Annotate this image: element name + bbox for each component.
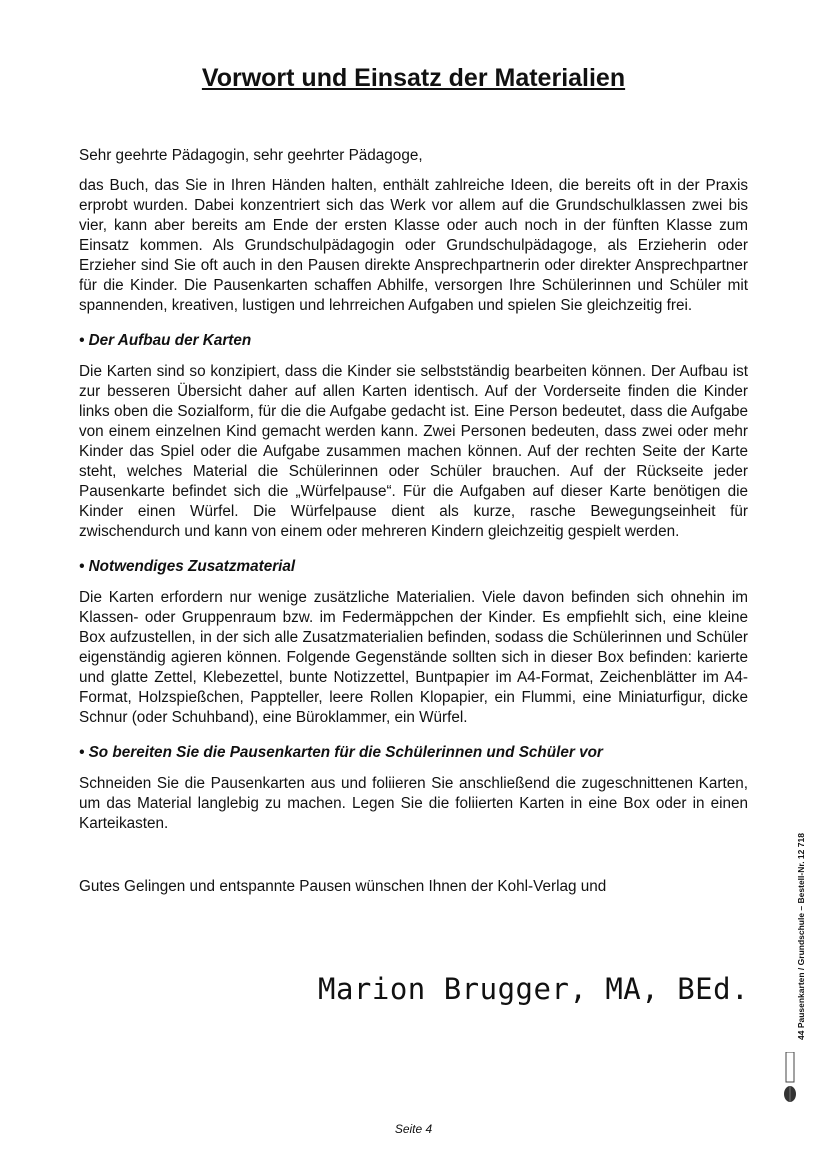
page-number: Seite 4 <box>394 1122 433 1136</box>
publisher-logo-icon <box>782 1052 796 1104</box>
page-title: Vorwort und Einsatz der Materialien <box>201 64 626 92</box>
intro-paragraph: das Buch, das Sie in Ihren Händen halten, enthält zahlreiche Ideen, die bereits oft in der Praxis erprobt wurden. Dabei konzentriert sich das Werk vor allem auf die Grundschulklassen zwei bis vier, kann aber bereits am Ende der ersten Klasse oder auch noch in der fünften Klasse zum Einsatz kommen. Als Grundschulpädagogin oder Grundschulpädagoge, als Erzieherin oder Erzieher sind Sie oft auch in den Pausen direkte Ansprechpartnerin oder direkter Ansprechpartner für die Kinder. Die Pausenkarten schaffen Abhilfe, versorgen Ihre Schülerinnen und Schüler mit spannenden, kreativen, lustigen und lehrreichen Aufgaben und spielen Sie gleichzeitig frei. <box>79 177 748 314</box>
section-body-zusatzmaterial: Die Karten erfordern nur wenige zusätzliche Materialien. Viele davon befinden sich ohnehin im Klassen- oder Gruppenraum bzw. im Federmäppchen der Kinder. Es empfiehlt sich, eine kleine Box aufzustellen, in der sich alle Zusatzmaterialien befinden, sodass die Schülerinnen und Schüler eigenständig agieren können. Folgende Gegenstände sollten sich in dieser Box befinden: karierte und glatte Zettel, Klebezettel, bunte Notizzettel, Buntpapier im A4-Format, Zeichenblätter im A4-Format, Holzspießchen, Pappteller, leere Rollen Klopapier, ein Flummi, eine Miniaturfigur, dicke Schnur (oder Schuhband), eine Büroklammer, ein Würfel. <box>79 589 748 726</box>
section-body-vorbereitung: Schneiden Sie die Pausenkarten aus und foliieren Sie anschließend die zugeschnittenen Karten, um das Material langlebig zu machen. Legen Sie die foliierten Karten in eine Box oder in einen Karteikasten. <box>79 775 748 832</box>
section-heading-zusatzmaterial: • Notwendiges Zusatzmaterial <box>79 558 296 575</box>
section-body-aufbau: Die Karten sind so konzipiert, dass die Kinder sie selbstständig bearbeiten können. Der Aufbau ist zur besseren Übersicht daher auf allen Karten identisch. Auf der Vorderseite finden die Kinder links oben die Sozialform, für die die Aufgabe gedacht ist. Eine Person bedeutet, dass die Aufgabe von einem einzelnen Kind gemacht werden kann. Zwei Personen bedeuten, dass zwei oder mehr Kinder das Spiel oder die Aufgabe zusammen machen können. Auf der rechten Seite der Karte steht, welches Material die Schülerinnen oder Schüler brauchen. Auf der Rückseite jeder Pausenkarte befindet sich die „Würfelpause“. Für die Aufgaben auf dieser Karte benötigen die Kinder einen Würfel. Die Würfelpause dient als kurze, rasche Bewegungseinheit für zwischendurch und kann von einem oder mehreren Kindern gleichzeitig gespielt werden. <box>79 363 748 540</box>
greeting: Sehr geehrte Pädagogin, sehr geehrter Pädagoge, <box>79 147 423 164</box>
document-body <box>79 146 748 897</box>
author-signature: Marion Brugger, MA, BEd. <box>318 972 750 1006</box>
section-heading-vorbereitung: • So bereiten Sie die Pausenkarten für die Schülerinnen und Schüler vor <box>79 744 603 761</box>
side-order-info: 44 Pausenkarten / Grundschule – Bestell-Nr. 12 718 <box>796 833 806 1040</box>
closing-line: Gutes Gelingen und entspannte Pausen wünschen Ihnen der Kohl-Verlag und <box>79 878 607 895</box>
section-heading-aufbau: • Der Aufbau der Karten <box>79 332 252 349</box>
